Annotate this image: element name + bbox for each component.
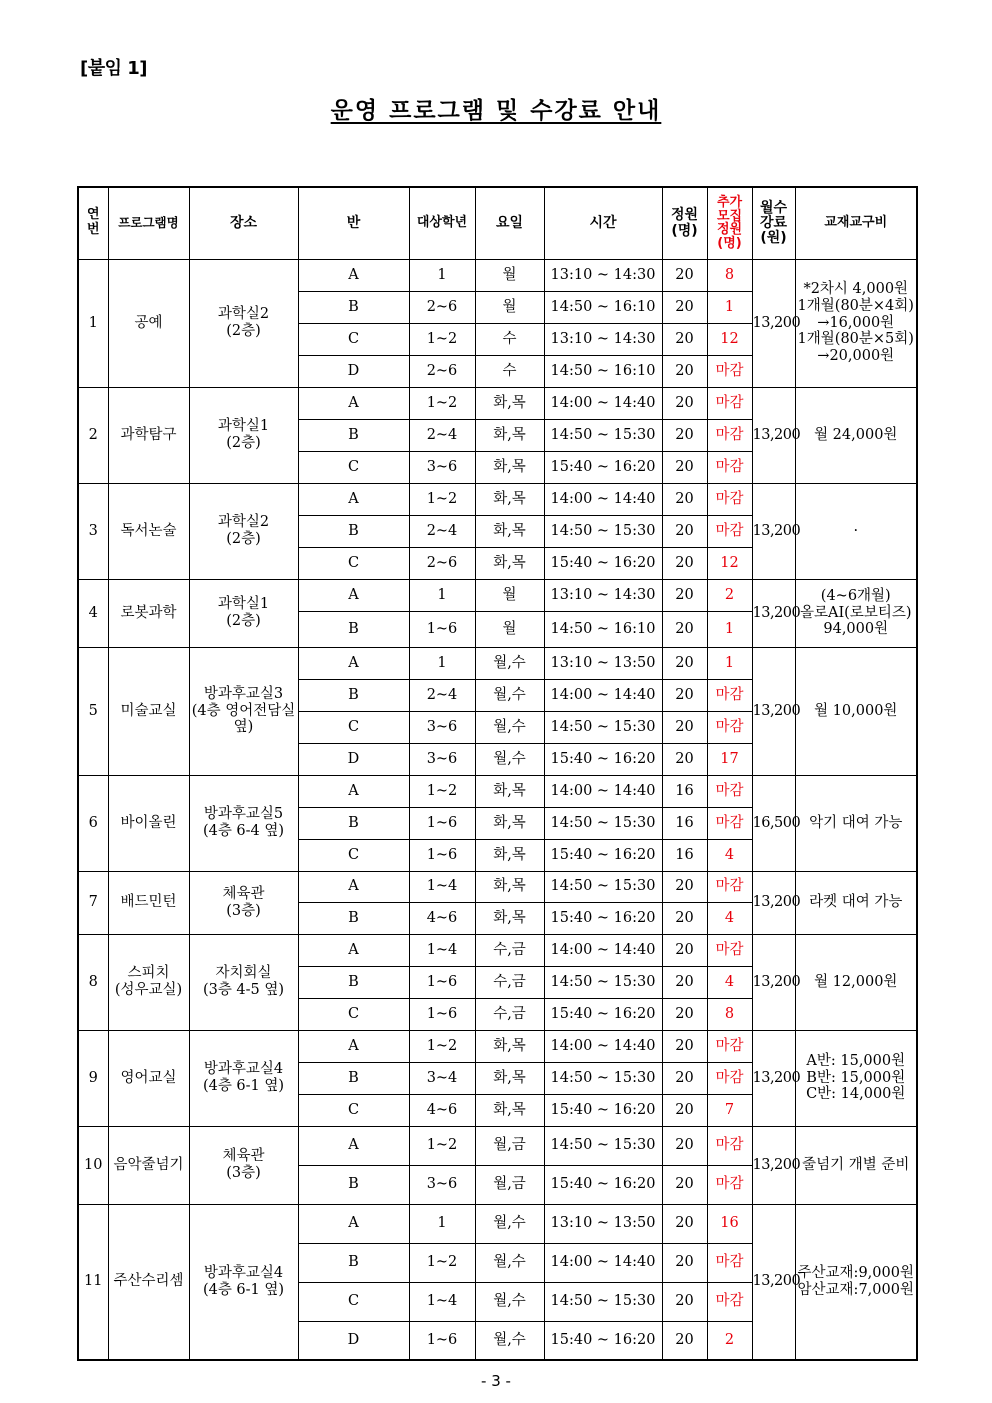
material-cell: 월 24,000원 [795,387,917,483]
class-cell: D [298,743,409,775]
program-place: 자치회실 (3층 4-5 옆) [189,934,298,1030]
extra-cell: 8 [707,259,752,291]
time-cell: 14:00 ~ 14:40 [544,483,662,515]
capacity-cell: 20 [662,743,707,775]
fee-cell: 13,200 [752,1204,795,1360]
grade-cell: 3~4 [409,1062,475,1094]
header-extra-label: 추가모집정원(명) [716,194,743,251]
program-name: 로봇과학 [108,579,189,647]
table-row [78,934,917,966]
program-no: 10 [78,1126,108,1204]
capacity-cell: 20 [662,871,707,902]
table-row [78,387,917,419]
program-place: 과학실1 (2층) [189,579,298,647]
capacity-cell: 20 [662,647,707,679]
day-cell: 화,목 [475,483,544,515]
capacity-cell: 20 [662,579,707,611]
extra-cell: 마감 [707,775,752,807]
grade-cell: 3~6 [409,451,475,483]
class-cell: A [298,259,409,291]
program-no: 2 [78,387,108,483]
extra-cell: 마감 [707,1062,752,1094]
table-row [78,259,917,291]
grade-cell: 2~4 [409,679,475,711]
capacity-cell: 20 [662,611,707,647]
capacity-cell: 16 [662,775,707,807]
day-cell: 화,목 [475,902,544,934]
table-row [78,579,917,611]
material-cell: 월 10,000원 [795,647,917,775]
fee-cell: 13,200 [752,259,795,387]
class-cell: B [298,807,409,839]
capacity-cell: 20 [662,1243,707,1282]
day-cell: 화,목 [475,419,544,451]
class-cell: C [298,998,409,1030]
material-cell: (4~6개월) 올로AI(로보티즈) 94,000원 [795,579,917,647]
extra-cell: 마감 [707,387,752,419]
program-place: 방과후교실5 (4층 6-4 옆) [189,775,298,871]
day-cell: 화,목 [475,387,544,419]
capacity-cell: 20 [662,679,707,711]
program-name: 스피치 (성우교실) [108,934,189,1030]
grade-cell: 1~2 [409,323,475,355]
class-cell: B [298,1062,409,1094]
extra-cell: 2 [707,579,752,611]
program-place: 방과후교실4 (4층 6-1 옆) [189,1204,298,1360]
header-no [78,187,108,259]
material-cell: 줄넘기 개별 준비 [795,1126,917,1204]
extra-cell: 마감 [707,1243,752,1282]
day-cell: 수 [475,323,544,355]
extra-cell: 4 [707,902,752,934]
table-row [78,1126,917,1165]
grade-cell: 1~6 [409,611,475,647]
grade-cell: 1~6 [409,966,475,998]
class-cell: B [298,1243,409,1282]
time-cell: 14:50 ~ 16:10 [544,291,662,323]
table-header-row [78,187,917,259]
material-cell: · [795,483,917,579]
header-place: 장소 [189,187,298,259]
header-fee [752,187,795,259]
extra-cell: 마감 [707,451,752,483]
capacity-cell: 20 [662,387,707,419]
day-cell: 월,수 [475,711,544,743]
extra-cell: 마감 [707,934,752,966]
program-name: 바이올린 [108,775,189,871]
fee-cell: 13,200 [752,647,795,775]
time-cell: 14:50 ~ 16:10 [544,611,662,647]
time-cell: 13:10 ~ 13:50 [544,647,662,679]
extra-cell: 1 [707,611,752,647]
grade-cell: 1~6 [409,998,475,1030]
program-no: 11 [78,1204,108,1360]
program-name: 독서논술 [108,483,189,579]
class-cell: B [298,966,409,998]
program-no: 1 [78,259,108,387]
header-day: 요일 [475,187,544,259]
program-name: 주산수리셈 [108,1204,189,1360]
fee-cell: 13,200 [752,387,795,483]
grade-cell: 1~6 [409,1321,475,1360]
class-cell: A [298,483,409,515]
extra-cell: 12 [707,547,752,579]
time-cell: 14:50 ~ 15:30 [544,871,662,902]
fee-cell: 16,500 [752,775,795,871]
class-cell: C [298,839,409,871]
grade-cell: 2~4 [409,419,475,451]
time-cell: 14:50 ~ 15:30 [544,966,662,998]
capacity-cell: 16 [662,839,707,871]
extra-cell: 2 [707,1321,752,1360]
header-material: 교재교구비 [795,187,917,259]
time-cell: 14:00 ~ 14:40 [544,1243,662,1282]
day-cell: 월,수 [475,743,544,775]
day-cell: 월,수 [475,647,544,679]
class-cell: A [298,775,409,807]
fee-cell: 13,200 [752,579,795,647]
program-name: 영어교실 [108,1030,189,1126]
grade-cell: 1~2 [409,775,475,807]
program-name: 과학탐구 [108,387,189,483]
day-cell: 월,수 [475,679,544,711]
class-cell: D [298,1321,409,1360]
time-cell: 15:40 ~ 16:20 [544,1165,662,1204]
class-cell: A [298,1030,409,1062]
time-cell: 15:40 ~ 16:20 [544,547,662,579]
capacity-cell: 20 [662,451,707,483]
grade-cell: 1~2 [409,387,475,419]
extra-cell: 마감 [707,807,752,839]
fee-cell: 13,200 [752,1030,795,1126]
capacity-cell: 20 [662,515,707,547]
extra-cell: 마감 [707,355,752,387]
program-place: 과학실1 (2층) [189,387,298,483]
header-time: 시간 [544,187,662,259]
program-place: 방과후교실3 (4층 영어전담실 옆) [189,647,298,775]
extra-cell: 1 [707,647,752,679]
time-cell: 15:40 ~ 16:20 [544,1094,662,1126]
capacity-cell: 20 [662,1126,707,1165]
program-place: 과학실2 (2층) [189,483,298,579]
grade-cell: 1~2 [409,483,475,515]
time-cell: 14:00 ~ 14:40 [544,934,662,966]
program-name: 배드민턴 [108,871,189,934]
fee-cell: 13,200 [752,1126,795,1204]
grade-cell: 1~6 [409,839,475,871]
time-cell: 14:00 ~ 14:40 [544,775,662,807]
table-row [78,871,917,902]
grade-cell: 1~4 [409,934,475,966]
extra-cell: 4 [707,966,752,998]
day-cell: 월 [475,259,544,291]
time-cell: 14:00 ~ 14:40 [544,679,662,711]
program-no: 3 [78,483,108,579]
capacity-cell: 20 [662,1094,707,1126]
day-cell: 수,금 [475,934,544,966]
material-cell: 라켓 대여 가능 [795,871,917,934]
day-cell: 화,목 [475,839,544,871]
class-cell: B [298,679,409,711]
class-cell: C [298,1282,409,1321]
program-no: 6 [78,775,108,871]
day-cell: 화,목 [475,515,544,547]
extra-cell: 마감 [707,515,752,547]
fee-cell: 13,200 [752,483,795,579]
header-class: 반 [298,187,409,259]
fee-cell: 13,200 [752,871,795,934]
day-cell: 월 [475,611,544,647]
class-cell: D [298,355,409,387]
attachment-label: [붙임 1] [80,58,148,79]
table-row [78,647,917,679]
program-no: 5 [78,647,108,775]
class-cell: C [298,451,409,483]
class-cell: B [298,515,409,547]
extra-cell: 마감 [707,1282,752,1321]
grade-cell: 1~4 [409,1282,475,1321]
day-cell: 수 [475,355,544,387]
material-cell: 주산교재:9,000원 암산교재:7,000원 [795,1204,917,1360]
time-cell: 13:10 ~ 14:30 [544,259,662,291]
time-cell: 14:50 ~ 16:10 [544,355,662,387]
day-cell: 화,목 [475,547,544,579]
class-cell: B [298,291,409,323]
time-cell: 15:40 ~ 16:20 [544,902,662,934]
day-cell: 화,목 [475,807,544,839]
header-grade: 대상학년 [409,187,475,259]
time-cell: 14:50 ~ 15:30 [544,419,662,451]
day-cell: 수,금 [475,998,544,1030]
time-cell: 14:00 ~ 14:40 [544,387,662,419]
time-cell: 15:40 ~ 16:20 [544,1321,662,1360]
time-cell: 14:50 ~ 15:30 [544,1062,662,1094]
header-program: 프로그램명 [108,187,189,259]
day-cell: 월,수 [475,1282,544,1321]
class-cell: B [298,611,409,647]
grade-cell: 2~6 [409,291,475,323]
capacity-cell: 20 [662,711,707,743]
day-cell: 월 [475,291,544,323]
extra-cell: 마감 [707,419,752,451]
time-cell: 13:10 ~ 14:30 [544,323,662,355]
material-cell: 월 12,000원 [795,934,917,1030]
time-cell: 15:40 ~ 16:20 [544,839,662,871]
material-cell: 악기 대여 가능 [795,775,917,871]
day-cell: 수,금 [475,966,544,998]
table-row [78,1030,917,1062]
day-cell: 월,수 [475,1321,544,1360]
grade-cell: 2~6 [409,355,475,387]
program-no: 7 [78,871,108,934]
capacity-cell: 20 [662,1204,707,1243]
extra-cell: 1 [707,291,752,323]
table-row [78,775,917,807]
program-name: 미술교실 [108,647,189,775]
day-cell: 월,수 [475,1204,544,1243]
grade-cell: 1~2 [409,1126,475,1165]
program-place: 방과후교실4 (4층 6-1 옆) [189,1030,298,1126]
capacity-cell: 20 [662,998,707,1030]
capacity-cell: 20 [662,1062,707,1094]
grade-cell: 2~4 [409,515,475,547]
class-cell: A [298,579,409,611]
extra-cell: 마감 [707,711,752,743]
extra-cell: 마감 [707,1165,752,1204]
extra-cell: 12 [707,323,752,355]
capacity-cell: 20 [662,1165,707,1204]
extra-cell: 마감 [707,483,752,515]
table-row [78,1204,917,1243]
grade-cell: 1~4 [409,871,475,902]
time-cell: 14:50 ~ 15:30 [544,1126,662,1165]
capacity-cell: 20 [662,1321,707,1360]
capacity-cell: 20 [662,966,707,998]
day-cell: 월,금 [475,1126,544,1165]
class-cell: B [298,419,409,451]
class-cell: C [298,711,409,743]
page-title: 운영 프로그램 및 수강료 안내 [330,98,662,124]
class-cell: A [298,1204,409,1243]
grade-cell: 2~6 [409,547,475,579]
time-cell: 14:00 ~ 14:40 [544,1030,662,1062]
program-table [77,186,918,1361]
capacity-cell: 20 [662,259,707,291]
time-cell: 14:50 ~ 15:30 [544,807,662,839]
extra-cell: 17 [707,743,752,775]
day-cell: 화,목 [475,871,544,902]
fee-cell: 13,200 [752,934,795,1030]
capacity-cell: 20 [662,547,707,579]
class-cell: A [298,1126,409,1165]
class-cell: A [298,387,409,419]
capacity-cell: 20 [662,902,707,934]
grade-cell: 3~6 [409,1165,475,1204]
grade-cell: 1 [409,1204,475,1243]
capacity-cell: 20 [662,934,707,966]
grade-cell: 4~6 [409,1094,475,1126]
grade-cell: 1~6 [409,807,475,839]
extra-cell: 4 [707,839,752,871]
extra-cell: 마감 [707,1030,752,1062]
time-cell: 14:50 ~ 15:30 [544,515,662,547]
program-place: 체육관 (3층) [189,871,298,934]
time-cell: 15:40 ~ 16:20 [544,451,662,483]
header-capacity-label: 정원(명) [670,207,699,240]
time-cell: 14:50 ~ 15:30 [544,711,662,743]
time-cell: 14:50 ~ 15:30 [544,1282,662,1321]
capacity-cell: 20 [662,483,707,515]
program-place: 과학실2 (2층) [189,259,298,387]
day-cell: 화,목 [475,1030,544,1062]
extra-cell: 마감 [707,871,752,902]
grade-cell: 1 [409,259,475,291]
grade-cell: 3~6 [409,711,475,743]
day-cell: 화,목 [475,775,544,807]
class-cell: C [298,323,409,355]
grade-cell: 1~2 [409,1030,475,1062]
header-extra [707,187,752,259]
header-capacity [662,187,707,259]
table-row [78,483,917,515]
class-cell: C [298,547,409,579]
program-no: 4 [78,579,108,647]
program-no: 9 [78,1030,108,1126]
class-cell: A [298,647,409,679]
capacity-cell: 20 [662,1030,707,1062]
page-title-wrap [0,92,992,125]
program-name: 공예 [108,259,189,387]
program-name: 음악줄넘기 [108,1126,189,1204]
class-cell: C [298,1094,409,1126]
program-table-body [78,259,917,1360]
page-number: - 3 - [481,1372,511,1390]
extra-cell: 16 [707,1204,752,1243]
time-cell: 13:10 ~ 14:30 [544,579,662,611]
grade-cell: 1 [409,579,475,611]
grade-cell: 3~6 [409,743,475,775]
day-cell: 화,목 [475,1094,544,1126]
extra-cell: 마감 [707,1126,752,1165]
capacity-cell: 16 [662,807,707,839]
class-cell: A [298,934,409,966]
header-no-label: 연번 [86,207,100,238]
header-fee-label: 월수강료(원) [759,200,788,246]
day-cell: 화,목 [475,451,544,483]
time-cell: 15:40 ~ 16:20 [544,743,662,775]
day-cell: 월,수 [475,1243,544,1282]
program-no: 8 [78,934,108,1030]
capacity-cell: 20 [662,419,707,451]
time-cell: 13:10 ~ 13:50 [544,1204,662,1243]
time-cell: 15:40 ~ 16:20 [544,998,662,1030]
day-cell: 월 [475,579,544,611]
extra-cell: 마감 [707,679,752,711]
capacity-cell: 20 [662,1282,707,1321]
capacity-cell: 20 [662,323,707,355]
capacity-cell: 20 [662,291,707,323]
class-cell: B [298,902,409,934]
extra-cell: 7 [707,1094,752,1126]
grade-cell: 4~6 [409,902,475,934]
day-cell: 화,목 [475,1062,544,1094]
class-cell: B [298,1165,409,1204]
program-place: 체육관 (3층) [189,1126,298,1204]
material-cell: *2차시 4,000원 1개월(80분×4회) →16,000원 1개월(80분×5회) →20,000원 [795,259,917,387]
day-cell: 월,금 [475,1165,544,1204]
capacity-cell: 20 [662,355,707,387]
class-cell: A [298,871,409,902]
grade-cell: 1~2 [409,1243,475,1282]
extra-cell: 8 [707,998,752,1030]
grade-cell: 1 [409,647,475,679]
material-cell: A반: 15,000원 B반: 15,000원 C반: 14,000원 [795,1030,917,1126]
